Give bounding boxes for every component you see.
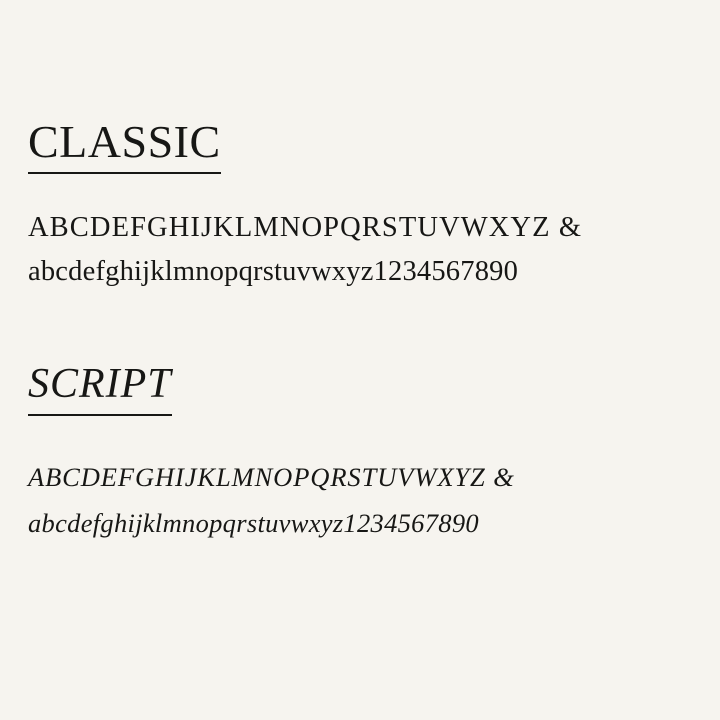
specimen-classic [28,118,692,295]
specimen-script-glyphs [28,454,692,547]
specimen-script-title: SCRIPT [28,362,172,416]
specimen-classic-lowercase: abcdefghijklmnopqrstuvwxyz1234567890 [28,256,519,288]
specimen-script [28,362,692,547]
specimen-script-lowercase: abcdefghijklmnopqrstuvwxyz1234567890 [28,508,479,539]
specimen-script-uppercase: ABCDEFGHIJKLMNOPQRSTUVWXYZ & [28,462,515,493]
specimen-classic-title: CLASSIC [28,118,221,174]
specimen-classic-glyphs [28,206,692,294]
specimen-classic-uppercase: ABCDEFGHIJKLMNOPQRSTUVWXYZ & [28,212,583,244]
